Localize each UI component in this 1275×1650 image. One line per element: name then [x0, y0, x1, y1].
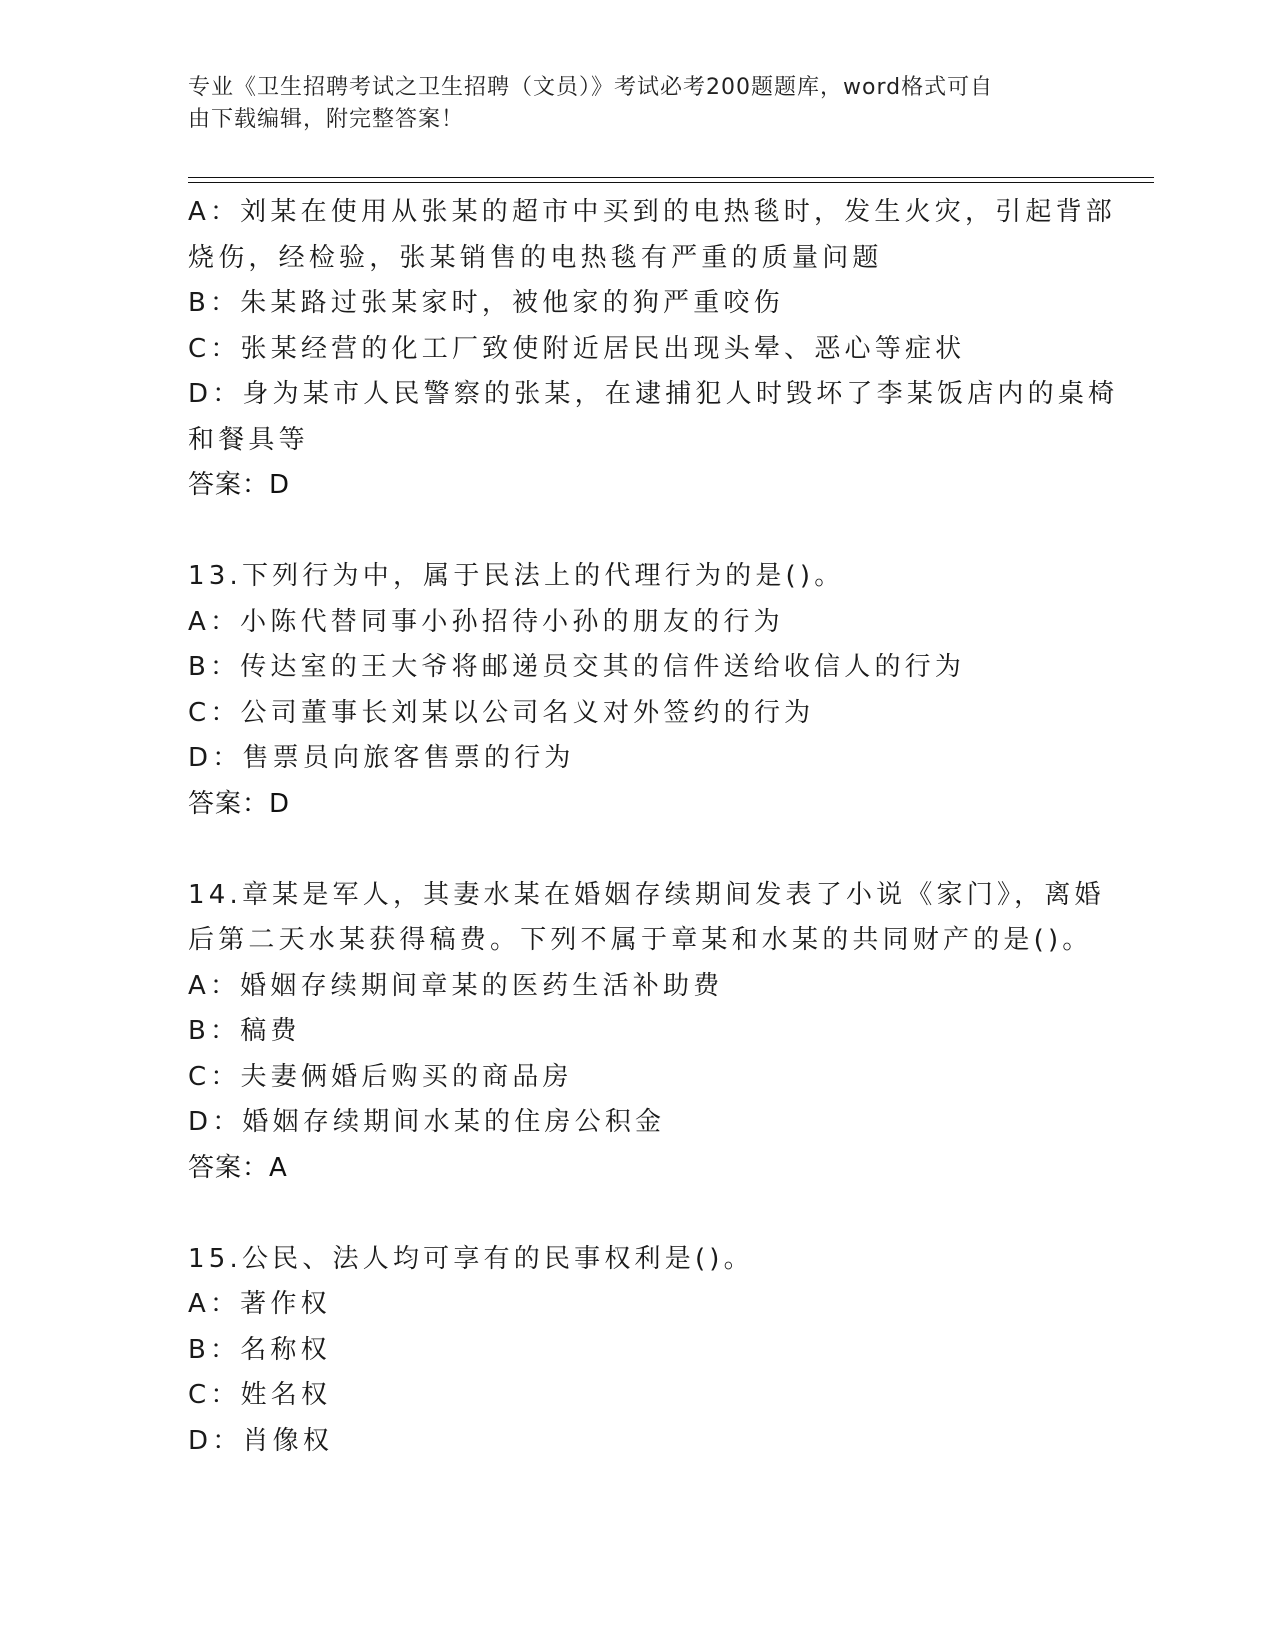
option-line: B：稿费 [188, 1016, 301, 1046]
spacer [188, 1191, 1088, 1237]
answer-line: 答案：A [188, 1152, 288, 1183]
option-line: A：著作权 [188, 1289, 331, 1319]
option-line: C：公司董事长刘某以公司名义对外签约的行为 [188, 697, 815, 728]
spacer [188, 509, 1088, 555]
option-line: C：夫妻俩婚后购买的商品房 [188, 1061, 573, 1092]
option-line: A：刘某在使用从张某的超市中买到的电热毯时，发生火灾，引起背部 [188, 197, 1116, 227]
answer-line: 答案：D [188, 470, 291, 500]
option-line: A：小陈代替同事小孙招待小孙的朋友的行为 [188, 606, 784, 637]
option-line: D：肖像权 [188, 1425, 334, 1456]
question-block-12 [188, 190, 1119, 509]
document-header: 专业《卫生招聘考试之卫生招聘（文员）》考试必考200题题库，word格式可自 由下载编辑，附完整答案！ [188, 75, 994, 132]
option-line: 烧伤，经检验，张某销售的电热毯有严重的质量问题 [188, 242, 883, 273]
option-line: D：婚姻存续期间水某的住房公积金 [188, 1107, 666, 1137]
question-text: 13.下列行为中，属于民法上的代理行为的是()。 [188, 561, 845, 591]
question-text: 14.章某是军人，其妻水某在婚姻存续期间发表了小说《家门》，离婚 [188, 879, 1105, 910]
question-block-15 [188, 1237, 1088, 1465]
question-block-13 [188, 554, 1088, 827]
option-line: 和餐具等 [188, 424, 309, 455]
question-list [188, 190, 1119, 1464]
question-text: 15.公民、法人均可享有的民事权利是()。 [188, 1243, 754, 1274]
header-rule-bottom [188, 182, 1154, 183]
option-line: B：名称权 [188, 1334, 331, 1365]
question-block-14 [188, 873, 1105, 1192]
option-line: D：身为某市人民警察的张某，在逮捕犯人时毁坏了李某饭店内的桌椅 [188, 379, 1119, 409]
answer-line: 答案：D [188, 788, 291, 819]
option-line: B：朱某路过张某家时，被他家的狗严重咬伤 [188, 288, 784, 318]
option-line: D：售票员向旅客售票的行为 [188, 743, 575, 773]
option-line: B：传达室的王大爷将邮递员交其的信件送给收信人的行为 [188, 652, 966, 682]
option-line: C：姓名权 [188, 1380, 332, 1410]
header-rule-top [188, 177, 1154, 178]
option-line: C：张某经营的化工厂致使附近居民出现头晕、恶心等症状 [188, 333, 966, 364]
option-line: A：婚姻存续期间章某的医药生活补助费 [188, 970, 724, 1001]
question-text: 后第二天水某获得稿费。下列不属于章某和水某的共同财产的是()。 [188, 925, 1093, 955]
spacer [188, 827, 1088, 873]
